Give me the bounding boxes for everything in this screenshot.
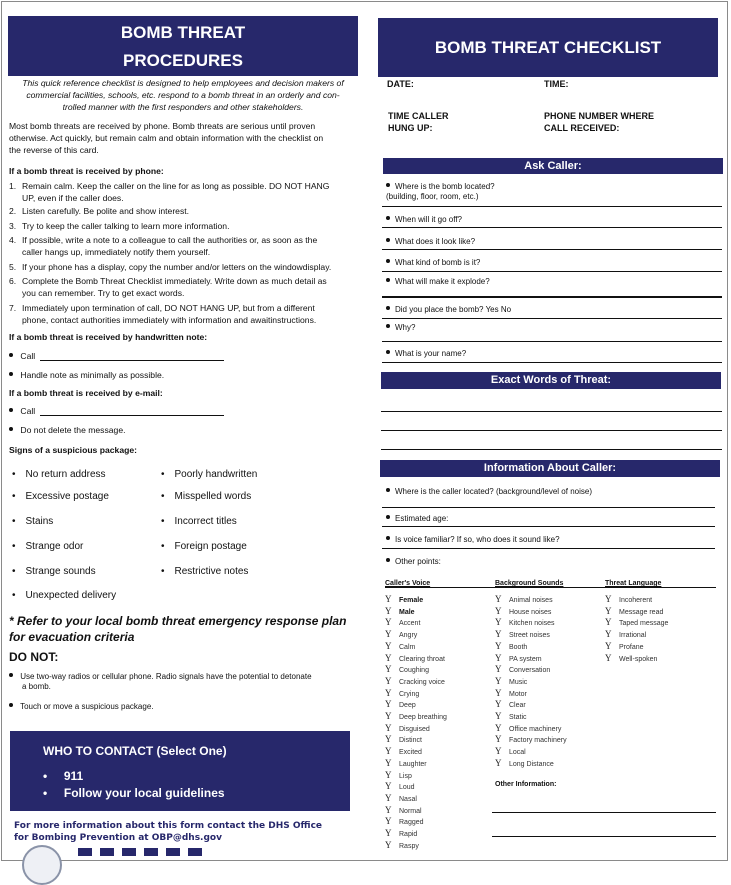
checkbox-voice[interactable] [385,606,415,616]
procedures-header [8,16,358,76]
checkbox-label: Rapid [399,831,418,838]
dhs-seal-logo [22,845,62,885]
bullet-icon [386,216,390,220]
checkbox-label: Calm [399,643,416,651]
phone-heading: If a bomb threat is received by phone: [9,166,164,176]
info-other [386,557,441,567]
checkbox-sounds[interactable] [495,746,526,756]
checkbox-icon[interactable]: Y [495,722,502,733]
checkbox-label: PA system [509,655,542,663]
checkbox-icon[interactable]: Y [495,652,502,663]
bullet-icon [386,558,390,562]
step-number: 7. [9,303,17,313]
note-heading: If a bomb threat is received by handwritten note: [9,332,208,342]
checkbox-sounds[interactable] [495,688,527,698]
checkbox-language[interactable] [605,653,657,663]
checkbox-icon[interactable]: Y [495,687,502,698]
bullet-icon [9,372,13,376]
bullet-icon [9,427,13,431]
footer-line: For more information about this form contact the DHS Office [14,821,323,831]
checkbox-label: Booth [509,643,528,651]
checkbox-icon[interactable]: Y [605,652,612,663]
sign-item: • Stains [12,516,53,527]
checkbox-icon[interactable]: Y [385,664,392,675]
checkbox-icon[interactable]: Y [385,617,392,628]
note-handle [9,369,164,381]
ask-when [386,215,462,225]
label-line: TIME CALLER [388,111,449,121]
info-age [386,514,448,524]
checkbox-sounds[interactable] [495,664,550,674]
step-text: Listen carefully. Be polite and show interest. [22,206,190,216]
checkbox-label: Office machinery [509,725,562,733]
checkbox-label: Normal [399,807,422,815]
bullet-icon [9,673,13,677]
checkbox-label: Local [509,749,526,757]
ask-explode [386,277,490,287]
checkbox-icon[interactable]: Y [385,746,392,757]
checkbox-icon[interactable]: Y [385,769,392,780]
contact-item-text: Follow your local guidelines [63,786,225,800]
checkbox-icon[interactable]: Y [605,605,612,616]
question-text: Why? [395,323,416,332]
step-text: phone, contact authorities immediately with information and awaitinstructions. [22,315,317,325]
checkbox-icon[interactable]: Y [385,699,392,710]
signs-heading: Signs of a suspicious package: [9,445,137,455]
bullet-icon [386,515,390,519]
checkbox-icon[interactable]: Y [495,699,502,710]
exact-words-line[interactable] [381,430,722,431]
phone-step [9,220,229,232]
checkbox-label: Animal noises [509,597,553,604]
answer-line[interactable] [382,526,715,527]
checkbox-label: Angry [399,632,418,640]
contact-item-local: • Follow your local guidelines [43,786,225,800]
checkbox-label: Clear [509,702,526,710]
sign-item: • Strange odor [12,541,83,552]
question-text: Did you place the bomb? Yes No [395,305,512,314]
ask-placed [386,305,511,315]
paragraph-line: Most bomb threats are received by phone. Bomb threats are serious until proven [9,121,316,131]
question-text: Where is the bomb located? [395,182,495,191]
checkbox-icon[interactable]: Y [495,757,502,768]
checkbox-label: Conversation [509,667,551,675]
checkbox-voice[interactable] [385,688,419,698]
step-number: 1. [9,181,17,191]
donot-item [9,702,153,712]
checkbox-icon[interactable]: Y [385,781,392,792]
checkbox-language[interactable] [605,606,663,616]
checkbox-sounds[interactable] [495,606,551,616]
checkbox-label: Ragged [399,819,424,827]
paragraph-line: otherwise. Act quickly, but remain calm and obtain information with the checklist on [9,133,324,143]
question-text: When will it go off? [395,215,462,224]
checkbox-sounds[interactable] [495,758,554,768]
phone-step [9,275,327,299]
label-line: PHONE NUMBER WHERE [544,111,655,121]
columns-divider [385,587,716,588]
phone-step [9,261,331,273]
sounds-heading: Background Sounds [495,580,564,587]
checkbox-label: Accent [399,620,421,628]
footer-line: for Bombing Prevention at OBP@dhs.gov [14,833,222,843]
question-text: What is your name? [395,349,467,358]
step-text: caller hangs up, immediately notify them yourself. [22,247,211,257]
contact-box [10,731,350,811]
checkbox-sounds[interactable] [495,629,550,639]
note-call [9,350,35,362]
sign-item: • Unexpected delivery [12,590,116,601]
bullet-icon [386,536,390,540]
checkbox-icon[interactable]: Y [385,792,392,803]
checkbox-icon[interactable]: Y [385,757,392,768]
checkbox-sounds[interactable] [495,641,527,651]
checkbox-sounds[interactable] [495,653,542,663]
checkbox-icon[interactable]: Y [385,652,392,663]
checkbox-label: Excited [399,749,422,757]
checkbox-label: Irrational [619,632,647,640]
checkbox-sounds[interactable] [495,723,561,733]
question-text: Is voice familiar? If so, who does it sound like? [395,535,560,544]
answer-line[interactable] [382,362,722,363]
checkbox-label: Motor [509,690,527,698]
date-label[interactable]: DATE: [387,79,414,89]
bullet-icon [386,238,390,242]
email-delete [9,424,126,436]
checkbox-icon[interactable]: Y [385,828,392,838]
answer-line[interactable] [382,548,715,549]
checkbox-voice[interactable] [385,723,430,733]
intro-paragraph [9,120,323,156]
checkbox-voice[interactable] [385,699,416,709]
exact-words-line[interactable] [381,411,722,412]
answer-line[interactable] [382,227,722,228]
question-text: What kind of bomb is it? [395,258,481,267]
checkbox-icon[interactable]: Y [495,711,502,721]
checkbox-icon[interactable]: Y [385,804,392,815]
checkbox-label: Well-spoken [619,655,658,663]
checkbox-voice[interactable] [385,617,420,627]
hung-up-label[interactable] [388,110,449,134]
ask-caller-header: Ask Caller: [383,158,723,174]
checkbox-label: House noises [509,608,552,616]
step-text: If your phone has a display, copy the number and/or letters on the windowdisplay. [22,262,332,272]
checkbox-label: Taped message [619,620,669,628]
info-familiar [386,535,560,545]
checkbox-icon[interactable]: Y [385,722,392,733]
step-number: 2. [9,206,17,216]
call-label: Call [20,351,36,361]
phone-step [9,205,189,217]
ask-bomb-location [386,182,495,202]
checkbox-icon[interactable]: Y [495,617,502,628]
donot-heading: DO NOT: [9,650,59,664]
checkbox-voice[interactable] [385,664,429,674]
info-caller-header: Information About Caller: [380,460,720,477]
phone-step [9,180,329,204]
checkbox-label: Loud [399,784,415,792]
note-call-line[interactable] [40,360,224,361]
step-text: you can remember. Try to get exact words. [22,288,185,298]
checkbox-voice[interactable] [385,711,447,721]
checkbox-sounds[interactable] [495,734,567,744]
intro-text [8,77,358,113]
step-text: UP, even if the caller does. [22,193,124,203]
refer-line: * Refer to your local bomb threat emergency response plan [9,614,347,628]
step-text: If possible, write a note to a colleague to call the authorities or, as soon as the [22,235,318,245]
phone-step [9,302,316,326]
answer-line[interactable] [382,296,722,298]
ask-kind [386,258,480,268]
info-location [386,487,592,497]
checkbox-voice[interactable] [385,746,422,756]
sign-item: • Poorly handwritten [161,469,257,480]
checkbox-voice[interactable] [385,828,417,838]
other-info-line[interactable] [492,836,716,837]
handle-text: Handle note as minimally as possible. [20,370,165,380]
checkbox-icon[interactable]: Y [495,629,502,640]
step-number: 5. [9,262,17,272]
checkbox-icon[interactable]: Y [495,605,502,616]
sign-item: • Excessive postage [12,491,109,502]
sign-item: • Strange sounds [12,566,96,577]
checkbox-icon[interactable]: Y [385,605,392,616]
other-info-label: Other Information: [495,781,557,788]
exact-words-line[interactable] [381,449,722,450]
checkbox-voice[interactable] [385,840,419,850]
sign-item: • No return address [12,469,106,480]
checkbox-voice[interactable] [385,793,417,803]
donot-item [9,672,312,692]
footer-text [14,820,322,844]
checkbox-label: Deep breathing [399,714,447,721]
checkbox-icon[interactable]: Y [605,629,612,640]
checkbox-voice[interactable] [385,594,423,604]
phone-step [9,234,317,258]
checkbox-label: Coughing [399,667,429,675]
checkbox-voice[interactable] [385,781,415,791]
email-call-line[interactable] [40,415,224,416]
checkbox-label: Clearing throat [399,655,445,663]
contact-title: WHO TO CONTACT (Select One) [43,744,227,758]
other-info-line[interactable] [492,812,716,813]
label-line: CALL RECEIVED: [544,123,620,133]
paragraph-line: the reverse of this card. [9,145,99,155]
checkbox-icon[interactable]: Y [495,734,502,745]
question-text: Other points: [395,557,441,566]
checkbox-icon[interactable]: Y [495,675,502,686]
checkbox-icon[interactable]: Y [385,629,392,640]
checkbox-icon[interactable]: Y [385,711,392,721]
checkbox-label: Kitchen noises [509,620,555,628]
step-number: 4. [9,235,17,245]
refer-line: for evacuation criteria [9,630,135,644]
donot-text: a bomb. [22,682,51,691]
checkbox-label: Music [509,678,528,686]
ask-look [386,237,475,247]
intro-line: trolled manner with the first responders and other stakeholders. [62,102,304,112]
checkbox-label: Lisp [399,772,412,780]
delete-text: Do not delete the message. [20,425,126,435]
step-text: Immediately upon termination of call, DO NOT HANG UP, but from a different [22,303,315,313]
checkbox-label: Crying [399,690,420,698]
checkbox-icon[interactable]: Y [385,640,392,651]
checkbox-sounds[interactable] [495,594,553,604]
exact-words-header: Exact Words of Threat: [381,372,721,389]
question-text: What will make it explode? [395,277,490,286]
checkbox-sounds[interactable] [495,676,527,686]
answer-line[interactable] [382,249,722,250]
checkbox-label: Incoherent [619,597,653,604]
checkbox-label: Nasal [399,795,417,803]
checkbox-language[interactable] [605,641,644,651]
checkbox-icon[interactable]: Y [605,617,612,628]
checkbox-icon[interactable]: Y [385,594,392,604]
contact-item-text: 911 [63,769,84,783]
step-text: Complete the Bomb Threat Checklist immediately. Write down as much detail as [22,276,327,286]
bullet-icon [9,703,13,707]
checkbox-sounds[interactable] [495,711,527,721]
checkbox-voice[interactable] [385,758,427,768]
bullet-icon [386,350,390,354]
checkbox-label: Male [399,608,415,616]
bullet-icon [386,488,390,492]
bullet-icon [386,324,390,328]
checkbox-label: Street noises [509,632,550,640]
checkbox-voice[interactable] [385,653,445,663]
answer-line[interactable] [382,271,722,272]
ask-name [386,349,466,359]
ask-why [386,323,415,333]
answer-line[interactable] [382,341,722,342]
answer-line[interactable] [382,318,722,319]
checkbox-voice[interactable] [385,734,422,744]
language-heading: Threat Language [605,580,662,587]
checkbox-icon[interactable]: Y [385,816,392,827]
checkbox-label: Static [509,714,527,721]
bullet-icon [386,278,390,282]
sign-item: • Misspelled words [161,491,251,502]
checkbox-icon[interactable]: Y [605,594,612,604]
checkbox-label: Deep [399,702,416,710]
checkbox-voice[interactable] [385,770,412,780]
checkbox-label: Female [399,597,424,604]
checkbox-label: Factory machinery [509,737,567,745]
step-text: Remain calm. Keep the caller on the line for as long as possible. DO NOT HANG [22,181,330,191]
step-number: 3. [9,221,17,231]
checkbox-voice[interactable] [385,816,424,826]
intro-line: commercial facilities, schools, etc. respond to a bomb threat in an orderly and con- [26,90,340,100]
checkbox-icon[interactable]: Y [385,687,392,698]
answer-line[interactable] [382,206,722,207]
donot-text: Touch or move a suspicious package. [20,702,154,711]
sign-item: • Restrictive notes [161,566,248,577]
checkbox-voice[interactable] [385,805,422,815]
checkbox-voice[interactable] [385,641,415,651]
bullet-icon [386,306,390,310]
email-heading: If a bomb threat is received by e-mail: [9,388,163,398]
refer-text [9,613,346,645]
checkbox-sounds[interactable] [495,617,555,627]
checkbox-language[interactable] [605,617,668,627]
checkbox-icon[interactable]: Y [605,640,612,651]
checkbox-label: Cracking voice [399,678,445,686]
bullet-icon [9,353,13,357]
checkbox-voice[interactable] [385,676,445,686]
checkbox-label: Profane [619,643,644,651]
question-text: (building, floor, room, etc.) [386,192,479,201]
checkbox-language[interactable] [605,594,652,604]
checkbox-label: Disguised [399,725,430,733]
step-text: Try to keep the caller talking to learn more information. [22,221,230,231]
contact-item-911: • 911 [43,769,84,783]
checkbox-icon[interactable]: Y [495,640,502,651]
checkbox-label: Long Distance [509,760,554,768]
donot-text: Use two-way radios or cellular phone. Radio signals have the potential to detonate [20,672,312,681]
voice-heading: Caller's Voice [385,580,431,587]
checkbox-icon[interactable]: Y [495,664,502,675]
bullet-icon [386,183,390,187]
sign-item: • Incorrect titles [161,516,237,527]
question-text: What does it look like? [395,237,476,246]
sign-item: • Foreign postage [161,541,247,552]
checkbox-sounds[interactable] [495,699,526,709]
procedures-title-line1: BOMB THREAT [120,23,246,42]
checklist-header: BOMB THREAT CHECKLIST [378,18,718,77]
call-label: Call [20,406,36,416]
checkbox-label: Raspy [399,842,419,850]
checkbox-icon[interactable]: Y [385,839,392,850]
answer-line[interactable] [382,507,715,508]
bullet-icon [9,408,13,412]
checkbox-label: Message read [619,608,664,616]
question-text: Where is the caller located? (background/level of noise) [395,487,592,496]
step-number: 6. [9,276,17,286]
time-label[interactable]: TIME: [544,79,569,89]
email-call [9,405,35,417]
bullet-icon [386,259,390,263]
checkbox-icon[interactable]: Y [385,675,392,686]
checkbox-voice[interactable] [385,629,417,639]
procedures-title-line2: PROCEDURES [123,51,243,70]
checkbox-label: Laughter [399,760,427,768]
label-line: HUNG UP: [388,123,433,133]
checkbox-label: Distinct [399,737,422,745]
checkbox-icon[interactable]: Y [495,594,502,604]
question-text: Estimated age: [395,514,449,523]
checkbox-icon[interactable]: Y [495,746,502,757]
checkbox-icon[interactable]: Y [385,734,392,745]
checkbox-language[interactable] [605,629,646,639]
intro-line: This quick reference checklist is designed to help employees and decision makers of [22,78,344,88]
phone-where-label[interactable] [544,110,654,134]
